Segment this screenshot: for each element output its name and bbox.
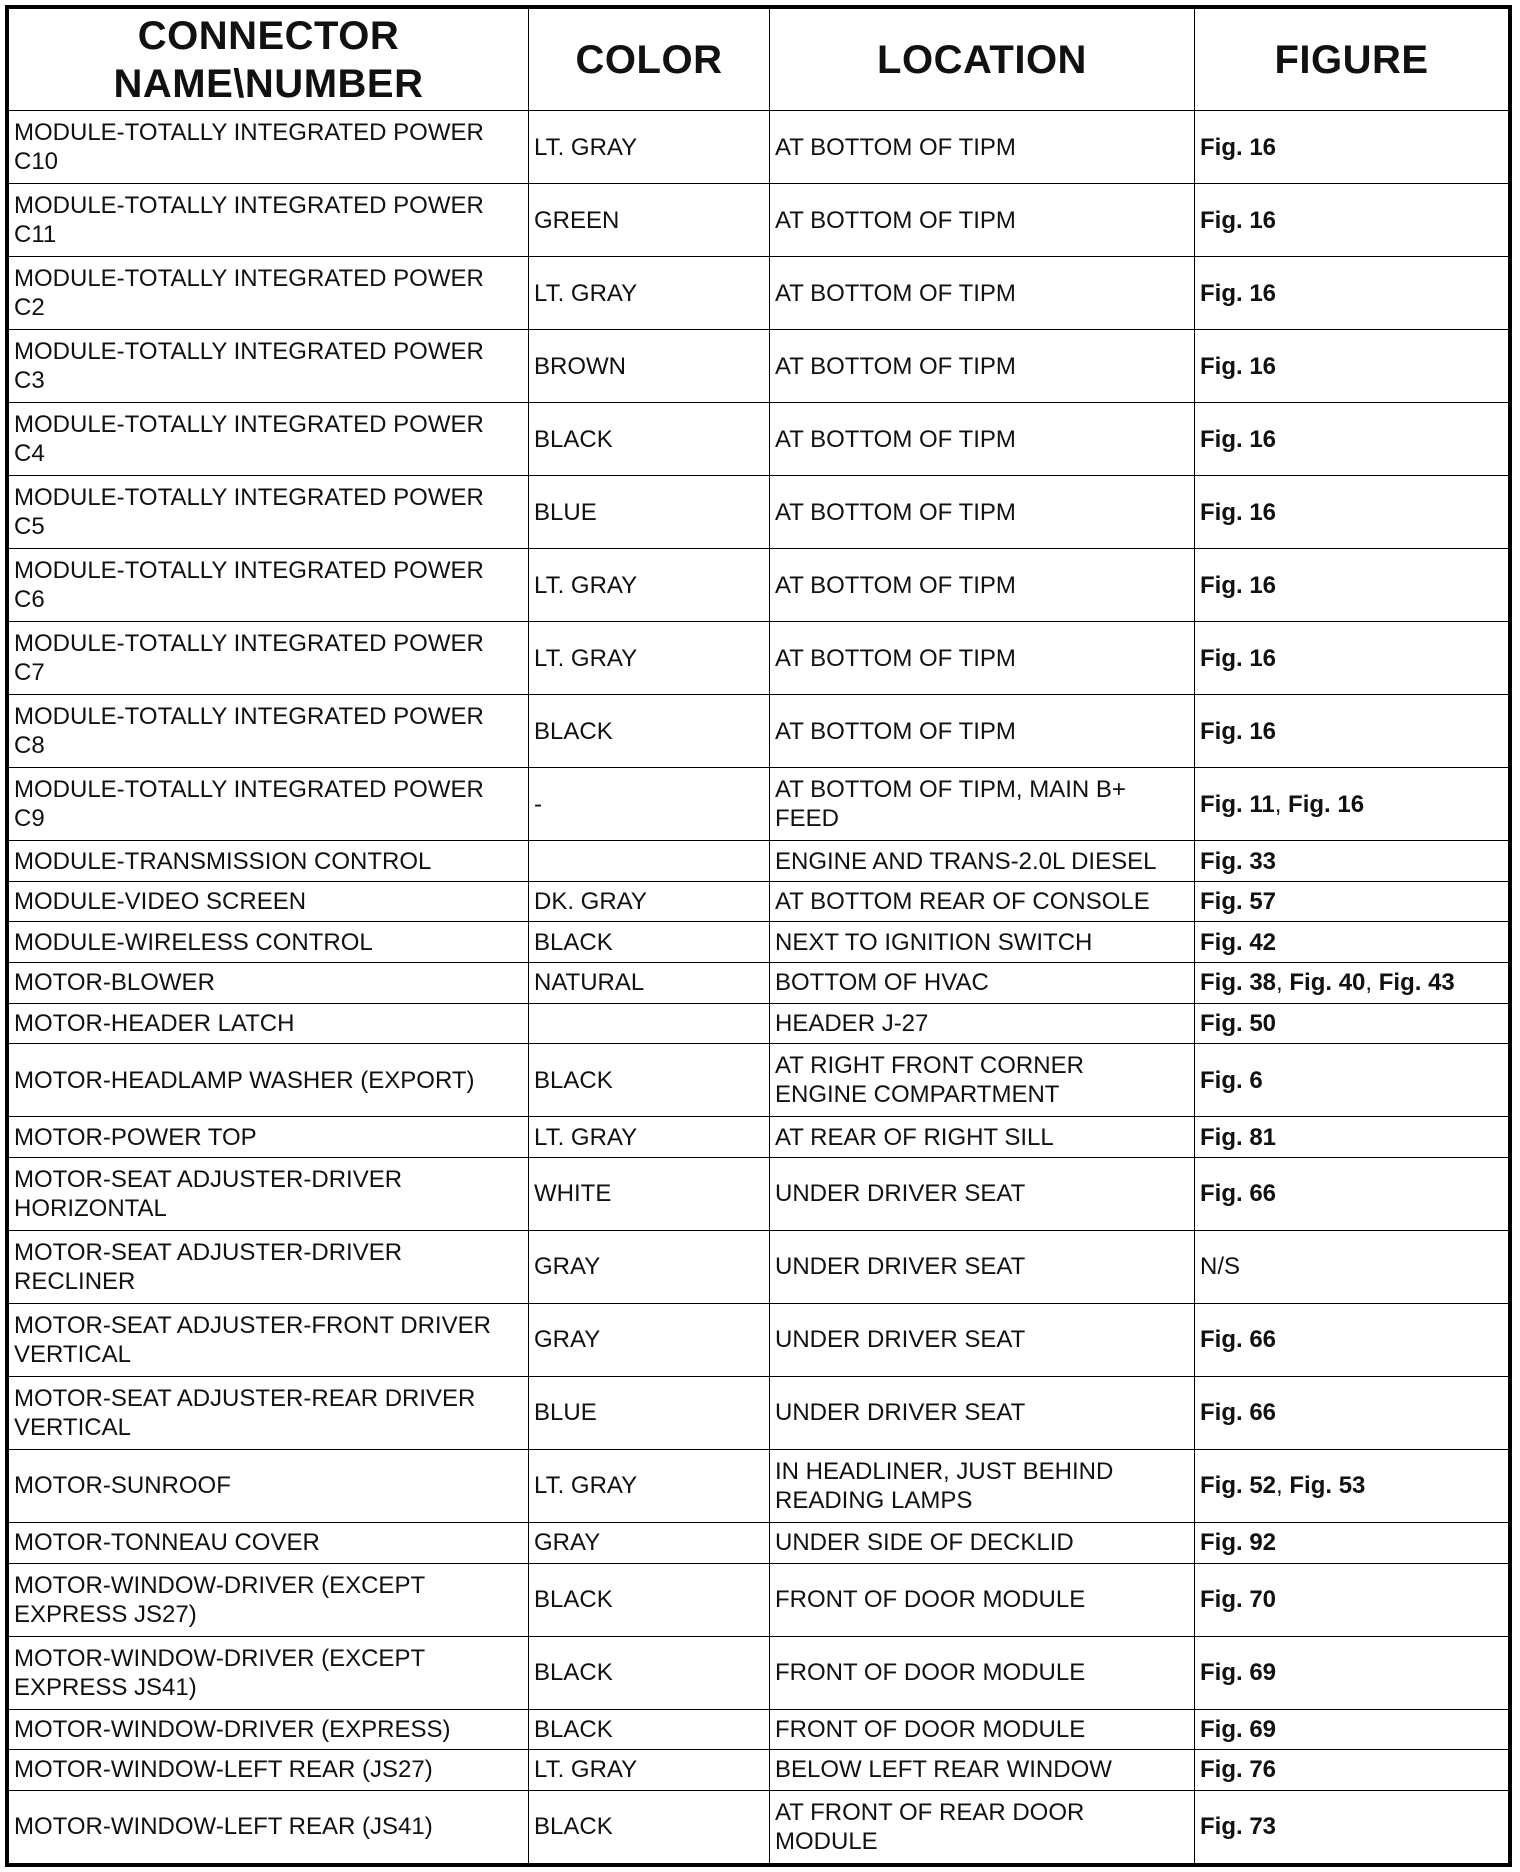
table-header-row xyxy=(9,9,1509,111)
figure-ref: Fig. 69 xyxy=(1200,1659,1277,1687)
name-cell xyxy=(9,1230,529,1303)
color-cell xyxy=(529,1003,770,1044)
figure-ref: Fig. 33 xyxy=(1200,847,1277,875)
connector-table-sheet xyxy=(5,5,1512,1867)
header-name-line1: CONNECTOR xyxy=(137,13,400,58)
figure-ref: Fig. 69 xyxy=(1200,1715,1277,1743)
location-text: AT BOTTOM OF TIPM xyxy=(775,644,1016,672)
name-text: MODULE-TOTALLY INTEGRATED POWER xyxy=(14,484,484,512)
name-cell xyxy=(9,1003,529,1044)
location-text: FRONT OF DOOR MODULE xyxy=(775,1659,1086,1687)
figure-ref: Fig. 66 xyxy=(1200,1180,1277,1208)
location-cell xyxy=(770,1376,1195,1449)
name-text: RECLINER xyxy=(14,1267,136,1295)
location-cell xyxy=(770,1117,1195,1158)
table-row xyxy=(9,111,1509,184)
figure-ref: Fig. 43 xyxy=(1378,969,1455,997)
location-cell xyxy=(770,257,1195,330)
color-cell: LT. GRAY xyxy=(529,111,770,184)
location-cell xyxy=(770,1003,1195,1044)
color-cell: LT. GRAY xyxy=(529,1449,770,1522)
figure-cell xyxy=(1195,1709,1509,1750)
color-cell: BLACK xyxy=(529,403,770,476)
location-text: BELOW LEFT REAR WINDOW xyxy=(775,1756,1112,1784)
name-text: MODULE-TOTALLY INTEGRATED POWER xyxy=(14,776,484,804)
figure-cell xyxy=(1195,1563,1509,1636)
location-text: UNDER DRIVER SEAT xyxy=(775,1399,1026,1427)
location-cell xyxy=(770,1044,1195,1117)
name-cell xyxy=(9,922,529,963)
figure-cell xyxy=(1195,1044,1509,1117)
name-text: MOTOR-SEAT ADJUSTER-DRIVER xyxy=(14,1238,403,1266)
name-text: MOTOR-HEADLAMP WASHER (EXPORT) xyxy=(14,1066,475,1094)
figure-ref: Fig. 76 xyxy=(1200,1756,1277,1784)
figure-cell xyxy=(1195,1303,1509,1376)
figure-cell xyxy=(1195,257,1509,330)
figure-cell xyxy=(1195,403,1509,476)
location-cell xyxy=(770,184,1195,257)
name-text: C5 xyxy=(14,513,45,541)
color-cell: LT. GRAY xyxy=(529,257,770,330)
name-cell xyxy=(9,330,529,403)
name-text: MODULE-TOTALLY INTEGRATED POWER xyxy=(14,703,484,731)
location-text: AT BOTTOM OF TIPM xyxy=(775,498,1016,526)
color-cell: WHITE xyxy=(529,1157,770,1230)
location-cell xyxy=(770,1230,1195,1303)
name-text: MOTOR-POWER TOP xyxy=(14,1123,257,1151)
table-row xyxy=(9,1303,1509,1376)
header-location: LOCATION xyxy=(770,9,1195,111)
name-text: C4 xyxy=(14,440,45,468)
table-row xyxy=(9,922,1509,963)
figure-cell xyxy=(1195,549,1509,622)
table-row xyxy=(9,768,1509,841)
table-row xyxy=(9,549,1509,622)
figure-ref: Fig. 70 xyxy=(1200,1586,1277,1614)
color-cell: BLACK xyxy=(529,1709,770,1750)
name-text: MODULE-TOTALLY INTEGRATED POWER xyxy=(14,630,484,658)
location-text: IN HEADLINER, JUST BEHIND xyxy=(775,1457,1114,1485)
figure-ref: Fig. 38 xyxy=(1200,969,1277,997)
color-cell: LT. GRAY xyxy=(529,1750,770,1791)
figure-cell xyxy=(1195,922,1509,963)
figure-cell xyxy=(1195,1636,1509,1709)
location-text: AT REAR OF RIGHT SILL xyxy=(775,1123,1054,1151)
name-text: MOTOR-HEADER LATCH xyxy=(14,1009,295,1037)
table-row xyxy=(9,1790,1509,1863)
name-text: C9 xyxy=(14,805,45,833)
table-row xyxy=(9,330,1509,403)
name-text: MODULE-TOTALLY INTEGRATED POWER xyxy=(14,557,484,585)
location-cell xyxy=(770,768,1195,841)
location-cell xyxy=(770,695,1195,768)
location-cell xyxy=(770,963,1195,1004)
color-cell: BLUE xyxy=(529,476,770,549)
name-text: MODULE-TOTALLY INTEGRATED POWER xyxy=(14,265,484,293)
figure-cell xyxy=(1195,1003,1509,1044)
color-cell: - xyxy=(529,768,770,841)
figure-ref: Fig. 6 xyxy=(1200,1066,1263,1094)
location-text: AT BOTTOM OF TIPM, MAIN B+ xyxy=(775,776,1126,804)
location-cell xyxy=(770,1522,1195,1563)
table-row xyxy=(9,1157,1509,1230)
name-text: MOTOR-WINDOW-DRIVER (EXPRESS) xyxy=(14,1715,451,1743)
location-text: AT RIGHT FRONT CORNER xyxy=(775,1052,1084,1080)
table-row xyxy=(9,1636,1509,1709)
name-text: MODULE-TOTALLY INTEGRATED POWER xyxy=(14,411,484,439)
figure-cell xyxy=(1195,881,1509,922)
name-cell xyxy=(9,1449,529,1522)
location-text: AT BOTTOM OF TIPM xyxy=(775,425,1016,453)
location-cell xyxy=(770,1790,1195,1863)
table-row xyxy=(9,403,1509,476)
name-text: EXPRESS JS41) xyxy=(14,1673,197,1701)
name-text: MOTOR-WINDOW-LEFT REAR (JS41) xyxy=(14,1813,433,1841)
figure-ref: Fig. 16 xyxy=(1200,425,1277,453)
location-text: NEXT TO IGNITION SWITCH xyxy=(775,928,1093,956)
location-text: AT BOTTOM OF TIPM xyxy=(775,717,1016,745)
figure-ref: Fig. 50 xyxy=(1200,1009,1277,1037)
name-cell xyxy=(9,111,529,184)
table-row xyxy=(9,1230,1509,1303)
location-cell xyxy=(770,476,1195,549)
figure-ref: Fig. 16 xyxy=(1200,352,1277,380)
table-row xyxy=(9,841,1509,882)
name-cell xyxy=(9,1303,529,1376)
name-text: MODULE-TOTALLY INTEGRATED POWER xyxy=(14,338,484,366)
location-cell xyxy=(770,622,1195,695)
figure-ref: Fig. 16 xyxy=(1200,571,1277,599)
header-figure: FIGURE xyxy=(1195,9,1509,111)
name-text: MOTOR-SUNROOF xyxy=(14,1472,231,1500)
figure-cell xyxy=(1195,1750,1509,1791)
location-cell xyxy=(770,549,1195,622)
header-color: COLOR xyxy=(529,9,770,111)
connector-table xyxy=(8,8,1509,1864)
color-cell xyxy=(529,841,770,882)
figure-ref: Fig. 16 xyxy=(1288,790,1365,818)
location-cell xyxy=(770,1563,1195,1636)
name-text: MOTOR-TONNEAU COVER xyxy=(14,1529,320,1557)
name-cell xyxy=(9,841,529,882)
figure-ref: Fig. 73 xyxy=(1200,1813,1277,1841)
location-text: BOTTOM OF HVAC xyxy=(775,969,989,997)
figure-ref: Fig. 92 xyxy=(1200,1529,1277,1557)
name-cell xyxy=(9,1157,529,1230)
color-cell: NATURAL xyxy=(529,963,770,1004)
location-text: AT BOTTOM OF TIPM xyxy=(775,352,1016,380)
name-text: MODULE-TRANSMISSION CONTROL xyxy=(14,847,432,875)
location-text: AT BOTTOM OF TIPM xyxy=(775,206,1016,234)
figure-ref: Fig. 57 xyxy=(1200,888,1277,916)
figure-cell xyxy=(1195,111,1509,184)
figure-ref: Fig. 81 xyxy=(1200,1123,1277,1151)
location-cell xyxy=(770,111,1195,184)
name-cell xyxy=(9,1563,529,1636)
name-text: HORIZONTAL xyxy=(14,1194,167,1222)
location-text: HEADER J-27 xyxy=(775,1009,929,1037)
figure-cell: Fig. 52, Fig. 53 xyxy=(1195,1449,1509,1522)
location-cell xyxy=(770,1157,1195,1230)
figure-ref: Fig. 42 xyxy=(1200,928,1277,956)
figure-cell xyxy=(1195,476,1509,549)
figure-cell xyxy=(1195,1157,1509,1230)
color-cell: BLACK xyxy=(529,695,770,768)
header-connector-name xyxy=(9,9,529,111)
figure-cell xyxy=(1195,695,1509,768)
name-text: C3 xyxy=(14,367,45,395)
name-text: MOTOR-SEAT ADJUSTER-FRONT DRIVER xyxy=(14,1311,491,1339)
color-cell: BLACK xyxy=(529,1044,770,1117)
color-cell: GRAY xyxy=(529,1230,770,1303)
location-text: FEED xyxy=(775,805,840,833)
table-row xyxy=(9,695,1509,768)
location-text: ENGINE COMPARTMENT xyxy=(775,1081,1060,1109)
color-cell: BLACK xyxy=(529,1790,770,1863)
color-cell: DK. GRAY xyxy=(529,881,770,922)
location-text: MODULE xyxy=(775,1827,878,1855)
location-text: AT BOTTOM OF TIPM xyxy=(775,279,1016,307)
figure-ref: Fig. 66 xyxy=(1200,1399,1277,1427)
table-row xyxy=(9,1117,1509,1158)
figure-cell xyxy=(1195,330,1509,403)
figure-ref: Fig. 53 xyxy=(1289,1472,1366,1500)
name-cell xyxy=(9,403,529,476)
color-cell: BLUE xyxy=(529,1376,770,1449)
location-cell xyxy=(770,1449,1195,1522)
name-cell xyxy=(9,1376,529,1449)
figure-ref: Fig. 66 xyxy=(1200,1326,1277,1354)
name-text: MOTOR-SEAT ADJUSTER-DRIVER xyxy=(14,1165,403,1193)
figure-ref: Fig. 16 xyxy=(1200,206,1277,234)
name-cell xyxy=(9,881,529,922)
name-text: C10 xyxy=(14,148,59,176)
name-cell xyxy=(9,1044,529,1117)
name-text: MODULE-TOTALLY INTEGRATED POWER xyxy=(14,119,484,147)
name-text: C11 xyxy=(14,221,57,249)
name-cell xyxy=(9,1636,529,1709)
location-cell xyxy=(770,330,1195,403)
name-cell xyxy=(9,1117,529,1158)
table-row xyxy=(9,1003,1509,1044)
figure-cell: Fig. 38, Fig. 40, Fig. 43 xyxy=(1195,963,1509,1004)
location-cell xyxy=(770,1709,1195,1750)
table-row xyxy=(9,1709,1509,1750)
location-text: FRONT OF DOOR MODULE xyxy=(775,1586,1086,1614)
table-row xyxy=(9,1044,1509,1117)
figure-ref: N/S xyxy=(1200,1253,1241,1281)
table-row xyxy=(9,1376,1509,1449)
table-body xyxy=(9,111,1509,1864)
figure-cell xyxy=(1195,841,1509,882)
table-row xyxy=(9,1522,1509,1563)
name-text: MOTOR-WINDOW-DRIVER (EXCEPT xyxy=(14,1571,426,1599)
name-text: MODULE-TOTALLY INTEGRATED POWER xyxy=(14,192,484,220)
location-text: READING LAMPS xyxy=(775,1486,973,1514)
location-cell xyxy=(770,1303,1195,1376)
table-row xyxy=(9,881,1509,922)
name-text: C6 xyxy=(14,586,45,614)
figure-ref: Fig. 16 xyxy=(1200,279,1277,307)
location-text: AT FRONT OF REAR DOOR xyxy=(775,1798,1085,1826)
color-cell: BROWN xyxy=(529,330,770,403)
name-text: EXPRESS JS27) xyxy=(14,1600,197,1628)
location-text: UNDER SIDE OF DECKLID xyxy=(775,1529,1074,1557)
name-cell xyxy=(9,963,529,1004)
location-text: AT BOTTOM OF TIPM xyxy=(775,571,1016,599)
name-cell xyxy=(9,768,529,841)
name-cell xyxy=(9,695,529,768)
figure-ref: Fig. 16 xyxy=(1200,644,1277,672)
table-row xyxy=(9,184,1509,257)
name-cell xyxy=(9,184,529,257)
location-text: AT BOTTOM REAR OF CONSOLE xyxy=(775,888,1150,916)
name-cell xyxy=(9,549,529,622)
name-text: VERTICAL xyxy=(14,1340,131,1368)
color-cell: LT. GRAY xyxy=(529,549,770,622)
name-cell xyxy=(9,1790,529,1863)
color-cell: GREEN xyxy=(529,184,770,257)
name-text: C7 xyxy=(14,659,45,687)
name-cell xyxy=(9,257,529,330)
figure-cell xyxy=(1195,622,1509,695)
location-text: AT BOTTOM OF TIPM xyxy=(775,133,1016,161)
figure-ref: Fig. 40 xyxy=(1289,969,1366,997)
name-text: MODULE-VIDEO SCREEN xyxy=(14,888,307,916)
name-cell xyxy=(9,1709,529,1750)
location-cell xyxy=(770,1750,1195,1791)
name-cell xyxy=(9,1750,529,1791)
figure-ref: Fig. 11 xyxy=(1200,790,1275,818)
figure-ref: Fig. 16 xyxy=(1200,717,1277,745)
location-text: UNDER DRIVER SEAT xyxy=(775,1253,1026,1281)
figure-cell xyxy=(1195,1376,1509,1449)
name-text: MOTOR-WINDOW-LEFT REAR (JS27) xyxy=(14,1756,433,1784)
location-cell xyxy=(770,881,1195,922)
table-row xyxy=(9,1563,1509,1636)
header-name-line2: NAME\NUMBER xyxy=(113,61,424,106)
name-text: C2 xyxy=(14,294,45,322)
figure-cell xyxy=(1195,1230,1509,1303)
color-cell: BLACK xyxy=(529,1636,770,1709)
name-text: MOTOR-WINDOW-DRIVER (EXCEPT xyxy=(14,1644,426,1672)
figure-cell xyxy=(1195,1522,1509,1563)
name-cell xyxy=(9,1522,529,1563)
name-text: MOTOR-BLOWER xyxy=(14,969,215,997)
name-text: VERTICAL xyxy=(14,1413,131,1441)
location-text: FRONT OF DOOR MODULE xyxy=(775,1715,1086,1743)
location-text: UNDER DRIVER SEAT xyxy=(775,1180,1026,1208)
figure-ref: Fig. 16 xyxy=(1200,498,1277,526)
color-cell: BLACK xyxy=(529,1563,770,1636)
location-cell xyxy=(770,841,1195,882)
figure-cell xyxy=(1195,184,1509,257)
name-cell xyxy=(9,622,529,695)
name-text: MOTOR-SEAT ADJUSTER-REAR DRIVER xyxy=(14,1384,476,1412)
figure-ref: Fig. 52 xyxy=(1200,1472,1277,1500)
table-row xyxy=(9,622,1509,695)
location-cell xyxy=(770,1636,1195,1709)
table-row xyxy=(9,257,1509,330)
location-cell xyxy=(770,922,1195,963)
name-text: MODULE-WIRELESS CONTROL xyxy=(14,928,373,956)
color-cell: GRAY xyxy=(529,1522,770,1563)
figure-cell xyxy=(1195,1790,1509,1863)
color-cell: LT. GRAY xyxy=(529,622,770,695)
table-row xyxy=(9,1750,1509,1791)
name-text: C8 xyxy=(14,732,45,760)
table-row xyxy=(9,476,1509,549)
name-cell xyxy=(9,476,529,549)
figure-cell xyxy=(1195,1117,1509,1158)
color-cell: BLACK xyxy=(529,922,770,963)
figure-cell: Fig. 11, Fig. 16 xyxy=(1195,768,1509,841)
table-row xyxy=(9,1449,1509,1522)
color-cell: LT. GRAY xyxy=(529,1117,770,1158)
figure-ref: Fig. 16 xyxy=(1200,133,1277,161)
color-cell: GRAY xyxy=(529,1303,770,1376)
location-text: UNDER DRIVER SEAT xyxy=(775,1326,1026,1354)
table-row xyxy=(9,963,1509,1004)
location-cell xyxy=(770,403,1195,476)
location-text: ENGINE AND TRANS-2.0L DIESEL xyxy=(775,847,1157,875)
